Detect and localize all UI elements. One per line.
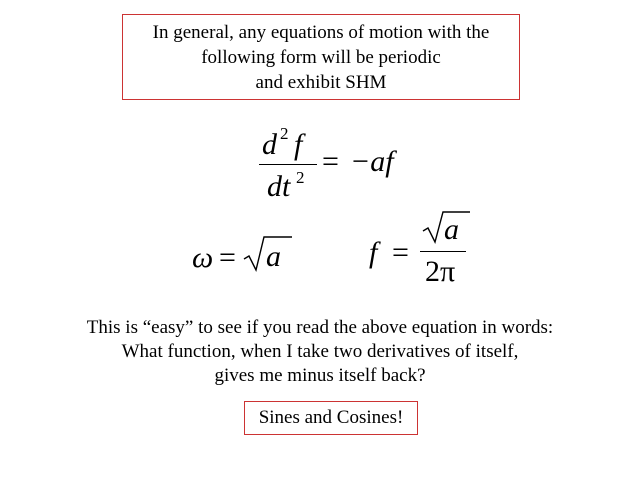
main-denominator-dt: dt xyxy=(267,170,291,203)
frequency-symbol: f xyxy=(369,236,378,269)
caption-line-3: gives me minus itself back? xyxy=(214,365,426,386)
intro-line-3: and exhibit SHM xyxy=(255,72,387,93)
answer-box xyxy=(244,401,418,435)
caption-line-2: What function, when I take two derivatives of itself, xyxy=(121,341,519,362)
caption xyxy=(0,316,640,388)
main-numerator-exponent: 2 xyxy=(280,124,289,143)
main-numerator-f: f xyxy=(294,128,303,161)
intro-box xyxy=(122,14,520,100)
omega-symbol: ω xyxy=(192,241,214,274)
omega-radicand: a xyxy=(266,240,281,273)
frequency-fraction-bar xyxy=(420,251,466,252)
main-numerator-d: d xyxy=(262,128,277,161)
main-rhs: −af xyxy=(350,145,394,178)
omega-equals: = xyxy=(219,241,236,274)
caption-line-1: This is “easy” to see if you read the above equation in words: xyxy=(86,317,554,338)
main-equals: = xyxy=(322,145,339,178)
intro-line-2: following form will be periodic xyxy=(201,47,441,68)
main-fraction-bar xyxy=(259,164,317,165)
frequency-radicand: a xyxy=(444,213,459,246)
intro-line-1: In general, any equations of motion with the xyxy=(152,22,490,43)
frequency-equals: = xyxy=(392,236,409,269)
main-denominator-exponent: 2 xyxy=(296,168,305,187)
answer-text: Sines and Cosines! xyxy=(258,407,404,428)
frequency-denominator: 2π xyxy=(425,255,456,288)
